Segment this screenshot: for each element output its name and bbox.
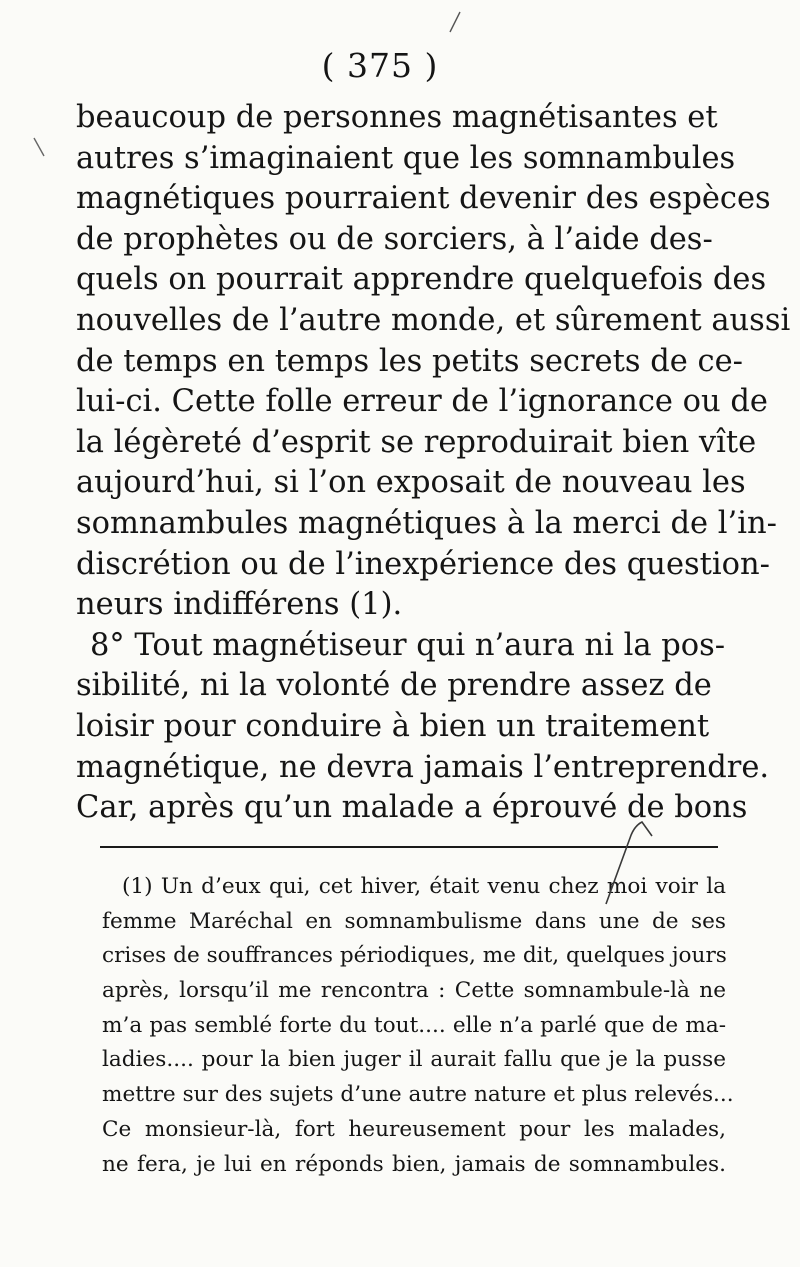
footnote-line: ladies.... pour la bien juger il aurait fallu que je la pusse — [102, 1047, 726, 1073]
text-line: Car, après qu’un malade a éprouvé de bons — [76, 790, 748, 826]
text-line: sibilité, ni la volonté de prendre assez de — [76, 668, 712, 704]
footnote — [102, 870, 734, 1182]
text-line: quels on pourrait apprendre quelquefois des — [76, 262, 767, 298]
page-number: ( 375 ) — [321, 46, 439, 85]
text-line: magnétique, ne devra jamais l’entreprendre. — [76, 749, 770, 785]
text-line: loisir pour conduire à bien un traitement — [76, 708, 710, 744]
text-line: autres s’imaginaient que les somnambules — [76, 140, 736, 176]
pencil-mark — [600, 808, 660, 908]
text-line: lui-ci. Cette folle erreur de l’ignorance ou de — [76, 384, 768, 420]
footnote-line: mettre sur des sujets d’une autre nature et plus relevés... — [102, 1082, 734, 1108]
footnote-line: ne fera, je lui en réponds bien, jamais de somnambules. — [102, 1151, 726, 1177]
text-line: de prophètes ou de sorciers, à l’aide des- — [76, 221, 713, 257]
footnote-line: (1) Un d’eux qui, cet hiver, était venu chez moi voir la — [122, 874, 726, 899]
text-line: discrétion ou de l’inexpérience des question- — [76, 546, 770, 582]
pencil-tick-mark — [446, 10, 466, 34]
text-line: la légèreté d’esprit se reproduirait bien vîte — [76, 424, 757, 460]
footnote-line: m’a pas semblé forte du tout.... elle n’a parlé que de ma- — [102, 1012, 726, 1038]
text-line: de temps en temps les petits secrets de ce- — [76, 343, 743, 379]
text-line: nouvelles de l’autre monde, et sûrement aussi — [76, 302, 791, 338]
footnote-line: crises de souffrances périodiques, me dit, quelques jours — [102, 943, 727, 969]
text-line: 8° Tout magnétiseur qui n’aura ni la pos- — [90, 627, 726, 663]
text-line: aujourd’hui, si l’on exposait de nouveau les — [76, 465, 746, 501]
footnote-line: Ce monsieur-là, fort heureusement pour les malades, — [102, 1116, 726, 1142]
text-line: beaucoup de personnes magnétisantes et — [76, 100, 718, 135]
text-line: neurs indifférens (1). — [76, 587, 403, 623]
footnote-line: femme Maréchal en somnambulisme dans une de ses — [102, 908, 726, 934]
margin-mark — [32, 136, 48, 160]
text-line: somnambules magnétiques à la merci de l’in- — [76, 505, 777, 541]
main-text — [76, 98, 791, 829]
text-line: magnétiques pourraient devenir des espèces — [76, 181, 771, 217]
footnote-line: après, lorsqu’il me rencontra : Cette somnambule-là ne — [102, 978, 726, 1004]
